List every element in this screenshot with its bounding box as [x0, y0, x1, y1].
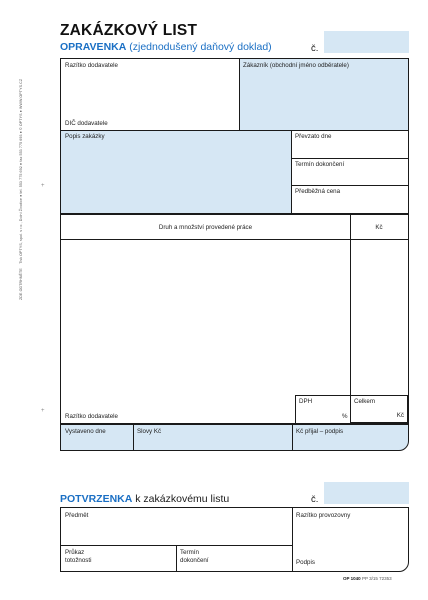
id-document-label-line1: Průkaz [65, 549, 85, 556]
amount-in-words-label: Slovy Kč [137, 428, 162, 435]
subject-label: Předmět [65, 512, 89, 519]
work-description-header: Druh a množství provedené práce [158, 224, 253, 231]
receipt-title-rest: k zakázkovému listu [135, 493, 230, 505]
supplier-vat-label: DIČ dodavatele [65, 120, 108, 127]
tear-mark-bottom: + [41, 408, 45, 414]
customer-label: Zákazník (obchodní jméno odběratele) [243, 62, 349, 69]
subtitle-rest: (zjednodušený daňový doklad) [129, 41, 272, 53]
supplier-stamp-label: Razítko dodavatele [65, 62, 118, 69]
price-header: Kč [375, 224, 383, 231]
received-date-label: Převzato dne [295, 133, 332, 140]
received-by-label: Kč přijal – podpis [296, 428, 344, 435]
id-document-label [65, 549, 91, 565]
receipt-title [60, 493, 229, 505]
estimated-price-field[interactable] [292, 198, 407, 212]
receipt-frame [60, 507, 409, 572]
amount-in-words-field[interactable] [134, 437, 291, 449]
job-description-field[interactable] [61, 130, 291, 213]
customer-field[interactable] [239, 59, 408, 130]
receipt-number-label: č. [311, 494, 319, 505]
vat-percent: % [342, 413, 348, 420]
receipt-number-field[interactable] [324, 482, 409, 504]
side-imprint-text: Tisk OPTYS, spol. s r.o., Dolní Životice ● tel. 553 775 692 ● fax 553 775 693 ● © OPTYS ● WWW.OPTYS.CZ [19, 78, 23, 264]
job-description-label: Popis zakázky [65, 133, 105, 140]
received-date-field[interactable] [292, 143, 407, 157]
id-document-label-line2: totožnosti [65, 556, 92, 564]
product-code-suffix: PP 3/15 72353 [361, 576, 392, 581]
receipt-completion-label [180, 549, 209, 565]
issued-date-field[interactable] [62, 437, 132, 449]
signature-label: Podpis [296, 559, 315, 566]
issued-date-label: Vystaveno dne [65, 428, 106, 435]
total-box[interactable] [350, 395, 408, 423]
receipt-completion-field[interactable] [221, 548, 291, 570]
subtitle-strong: OPRAVENKA [60, 41, 127, 53]
receipt-completion-label-line1: Termín [180, 549, 199, 556]
top-section-frame [60, 58, 409, 214]
document-title: ZAKÁZKOVÝ LIST [60, 22, 198, 39]
side-brand: ZDE ODTRHNĚTE [19, 268, 23, 300]
receipt-title-strong: POTVRZENKA [60, 493, 133, 505]
number-field[interactable] [324, 31, 409, 53]
total-currency: Kč [396, 412, 404, 419]
receipt-completion-label-line2: dokončení [180, 556, 209, 564]
work-table-frame [60, 214, 409, 424]
price-area[interactable] [351, 240, 408, 395]
workshop-stamp-label: Razítko provozovny [296, 512, 351, 519]
completion-date-field[interactable] [292, 171, 407, 184]
vat-label: DPH [299, 398, 313, 405]
signature-field[interactable] [323, 548, 407, 570]
id-document-field[interactable] [101, 548, 175, 570]
total-label: Celkem [354, 398, 375, 405]
subject-field[interactable] [62, 521, 291, 544]
work-description-area[interactable] [62, 240, 349, 395]
footer-row-frame [60, 424, 409, 451]
estimated-price-label: Předběžná cena [295, 188, 341, 195]
document-subtitle [60, 41, 272, 53]
product-code [343, 576, 392, 581]
tear-mark-top: + [41, 183, 45, 189]
side-imprint [19, 79, 23, 300]
number-label: č. [311, 43, 319, 54]
product-code-main: OP 1040 [343, 576, 361, 581]
supplier-stamp-label-2: Razítko dodavatele [65, 413, 118, 420]
received-by-signature-field[interactable] [293, 437, 407, 449]
completion-date-label: Termín dokončení [295, 161, 345, 168]
